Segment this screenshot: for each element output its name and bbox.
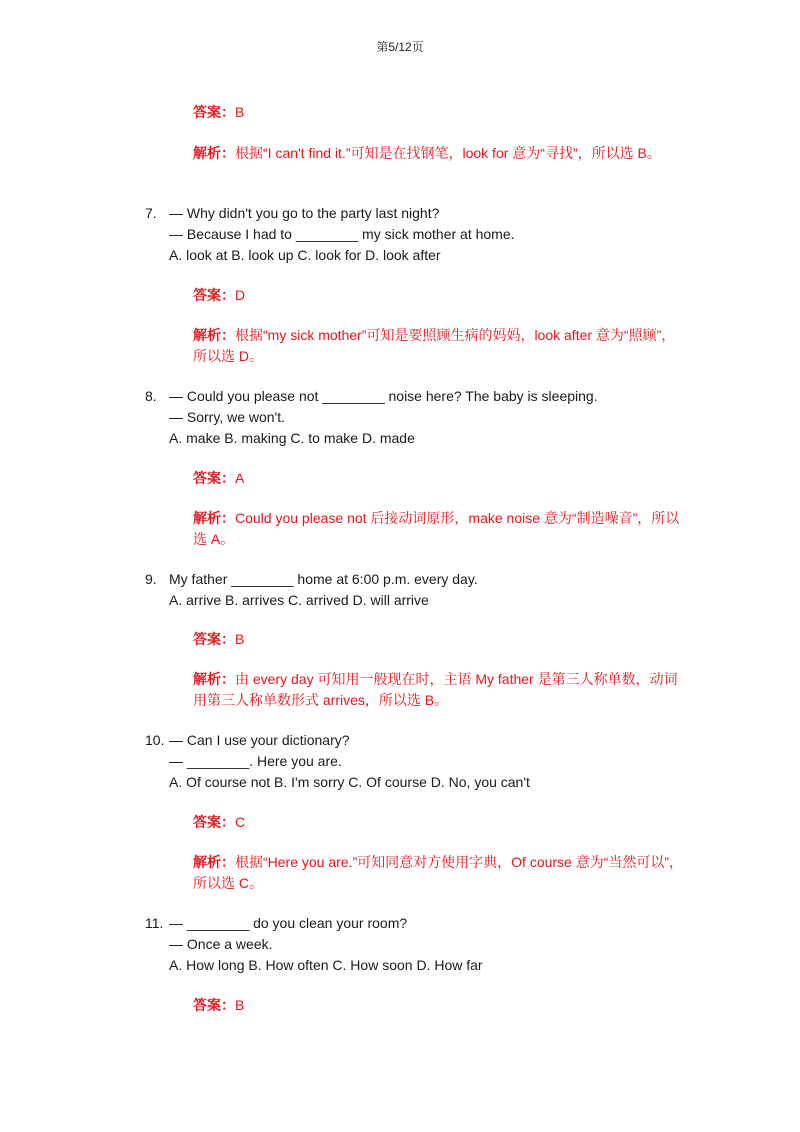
analysis-label: 解析： xyxy=(193,510,235,526)
question-number: 9. xyxy=(145,571,157,587)
question-options: A. How long B. How often C. How soon D. How far xyxy=(169,957,483,973)
answer-6 xyxy=(193,102,244,123)
answer-value: D xyxy=(235,287,246,303)
question-options: A. look at B. look up C. look for D. look after xyxy=(169,247,441,263)
answer-label: 答案： xyxy=(193,997,235,1013)
question-line: — Can I use your dictionary? xyxy=(169,732,350,748)
question-8 xyxy=(145,386,685,449)
answer-8 xyxy=(193,468,244,489)
answer-11 xyxy=(193,995,244,1016)
analysis-text: 由 every day 可知用一般现在时，主语 My father 是第三人称单数，动词用第三人称单数形式 arrives，所以选 B。 xyxy=(193,671,678,708)
question-options: A. Of course not B. I'm sorry C. Of course D. No, you can't xyxy=(169,774,530,790)
analysis-8 xyxy=(193,508,685,550)
answer-label: 答案： xyxy=(193,287,235,303)
answer-value: C xyxy=(235,814,246,830)
analysis-label: 解析： xyxy=(193,854,235,870)
answer-9 xyxy=(193,629,244,650)
question-number: 8. xyxy=(145,388,157,404)
answer-label: 答案： xyxy=(193,631,235,647)
answer-value: B xyxy=(235,104,245,120)
analysis-7 xyxy=(193,325,685,367)
question-options: A. make B. making C. to make D. made xyxy=(169,430,415,446)
analysis-label: 解析： xyxy=(193,327,235,343)
question-number: 10. xyxy=(145,732,165,748)
analysis-10 xyxy=(193,852,685,894)
question-7 xyxy=(145,203,685,266)
analysis-text: 根据“my sick mother”可知是要照顾生病的妈妈，look after 意为“照顾”，所以选 D。 xyxy=(193,327,676,364)
question-options: A. arrive B. arrives C. arrived D. will arrive xyxy=(169,592,429,608)
question-line: — Sorry, we won't. xyxy=(169,409,285,425)
analysis-label: 解析： xyxy=(193,145,235,161)
page-number-header: 第5/12页 xyxy=(376,40,424,54)
analysis-6 xyxy=(193,143,685,164)
answer-label: 答案： xyxy=(193,470,235,486)
answer-label: 答案： xyxy=(193,814,235,830)
answer-value: B xyxy=(235,997,245,1013)
question-11 xyxy=(145,913,685,976)
question-number: 11. xyxy=(145,915,164,931)
answer-value: A xyxy=(235,470,245,486)
question-line: — Once a week. xyxy=(169,936,273,952)
analysis-text: Could you please not 后接动词原形，make noise 意为“制造噪音”，所以选 A。 xyxy=(193,510,680,547)
question-line: My father ________ home at 6:00 p.m. every day. xyxy=(169,571,478,587)
question-10 xyxy=(145,730,685,793)
question-line: — Why didn't you go to the party last night? xyxy=(169,205,440,221)
question-line: — ________. Here you are. xyxy=(169,753,342,769)
answer-7 xyxy=(193,285,245,306)
analysis-text: 根据“Here you are.”可知同意对方使用字典，Of course 意为“当然可以”，所以选 C。 xyxy=(193,854,684,891)
question-9 xyxy=(145,569,685,611)
answer-value: B xyxy=(235,631,245,647)
analysis-9 xyxy=(193,669,685,711)
analysis-label: 解析： xyxy=(193,671,235,687)
answer-10 xyxy=(193,812,245,833)
question-number: 7. xyxy=(145,205,157,221)
question-line: — ________ do you clean your room? xyxy=(169,915,408,931)
question-line: — Could you please not ________ noise here? The baby is sleeping. xyxy=(169,388,598,404)
analysis-text: 根据“I can't find it.”可知是在找钢笔，look for 意为“寻找”，所以选 B。 xyxy=(235,145,661,161)
answer-label: 答案： xyxy=(193,104,235,120)
question-line: — Because I had to ________ my sick mother at home. xyxy=(169,226,515,242)
